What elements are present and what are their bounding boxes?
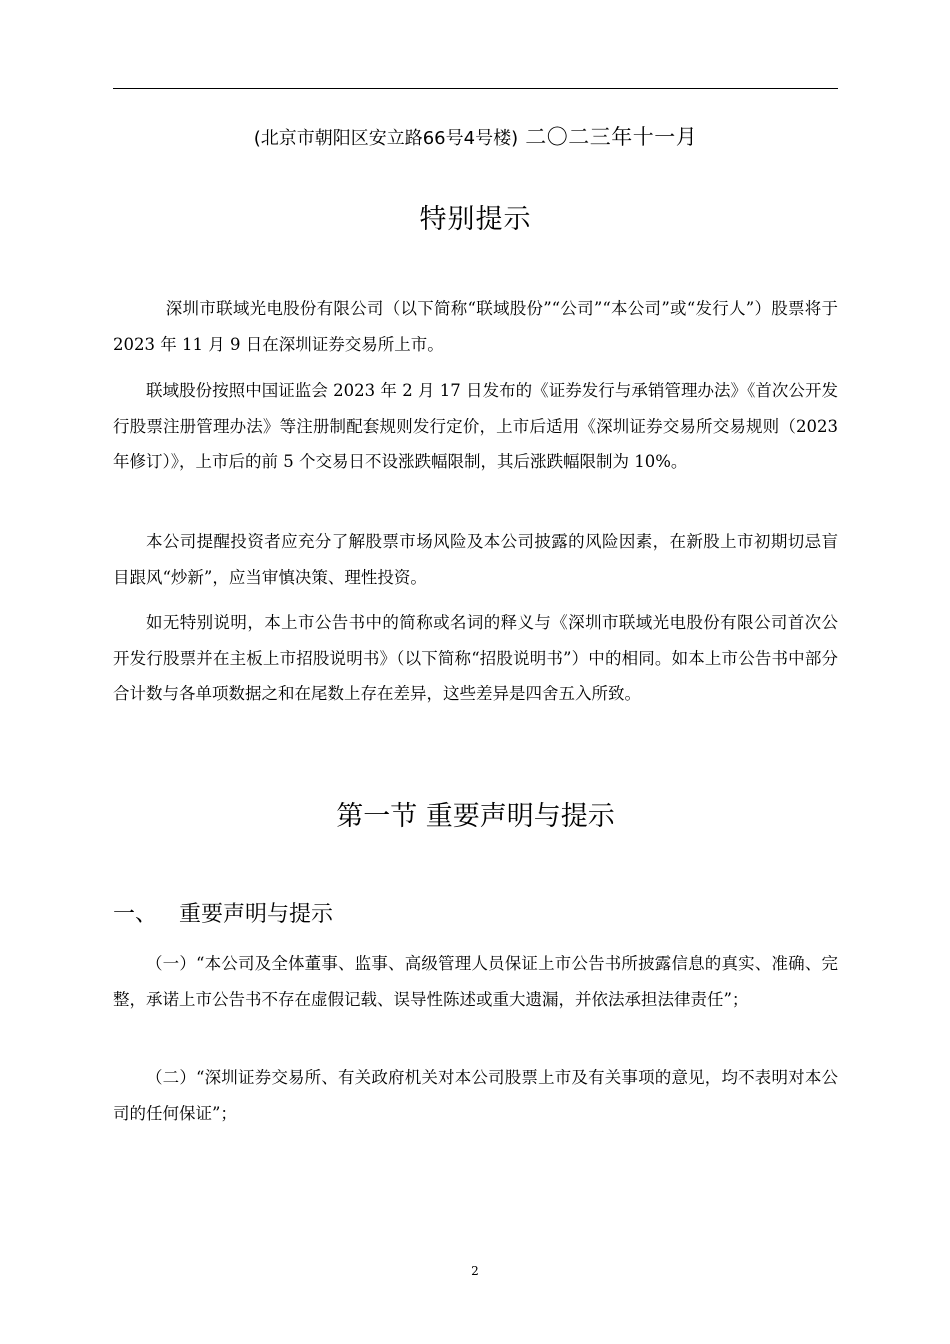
notice-paragraph: 如无特别说明，本上市公告书中的简称或名词的释义与《深圳市联域光电股份有限公司首次公开发行股票并在主板上市招股说明书》（以下简称“招股说明书”）中的相同。如本上市公告书中部分合计数与各单项数据之和在尾数上存在差异，这些差异是四舍五入所致。 (113, 613, 838, 703)
cover-address-date (113, 117, 838, 159)
special-notice-title: 特别提示 (419, 204, 532, 235)
notice-paragraph: 本公司提醒投资者应充分了解股票市场风险及本公司披露的风险因素，在新股上市初期切忌盲目跟风“炒新”，应当审慎决策、理性投资。 (113, 532, 838, 587)
declaration-paragraph: （一）“本公司及全体董事、监事、高级管理人员保证上市公告书所披露信息的真实、准确、完整，承诺上市公告书不存在虚假记载、误导性陈述或重大遗漏，并依法承担法律责任”； (113, 954, 838, 1009)
page-number: 2 (471, 1264, 479, 1278)
section-title: 第一节 重要声明与提示 (336, 801, 615, 832)
cover-date: 二〇二三年十一月 (525, 125, 698, 149)
notice-paragraph: 深圳市联域光电股份有限公司（以下简称“联域股份”“公司”“本公司”或“发行人”）股票将于 2023 年 11 月 9 日在深圳证券交易所上市。 (113, 299, 838, 354)
subheading-number: 一、 (113, 902, 158, 927)
cover-address: (北京市朝阳区安立路66号4号楼) (253, 128, 519, 149)
notice-paragraph: 联域股份按照中国证监会 2023 年 2 月 17 日发布的《证券发行与承销管理办法》《首次公开发行股票注册管理办法》等注册制配套规则发行定价，上市后适用《深圳证券交易所交易规则（2023 年修订）》，上市后的前 5 个交易日不设涨跌幅限制，其后涨跌幅限制为 10%。 (113, 381, 838, 471)
subheading (113, 895, 838, 935)
header-rule (113, 88, 838, 89)
declaration-paragraph: （二）“深圳证券交易所、有关政府机关对本公司股票上市及有关事项的意见，均不表明对本公司的任何保证”； (113, 1068, 838, 1123)
subheading-text: 重要声明与提示 (179, 902, 334, 927)
